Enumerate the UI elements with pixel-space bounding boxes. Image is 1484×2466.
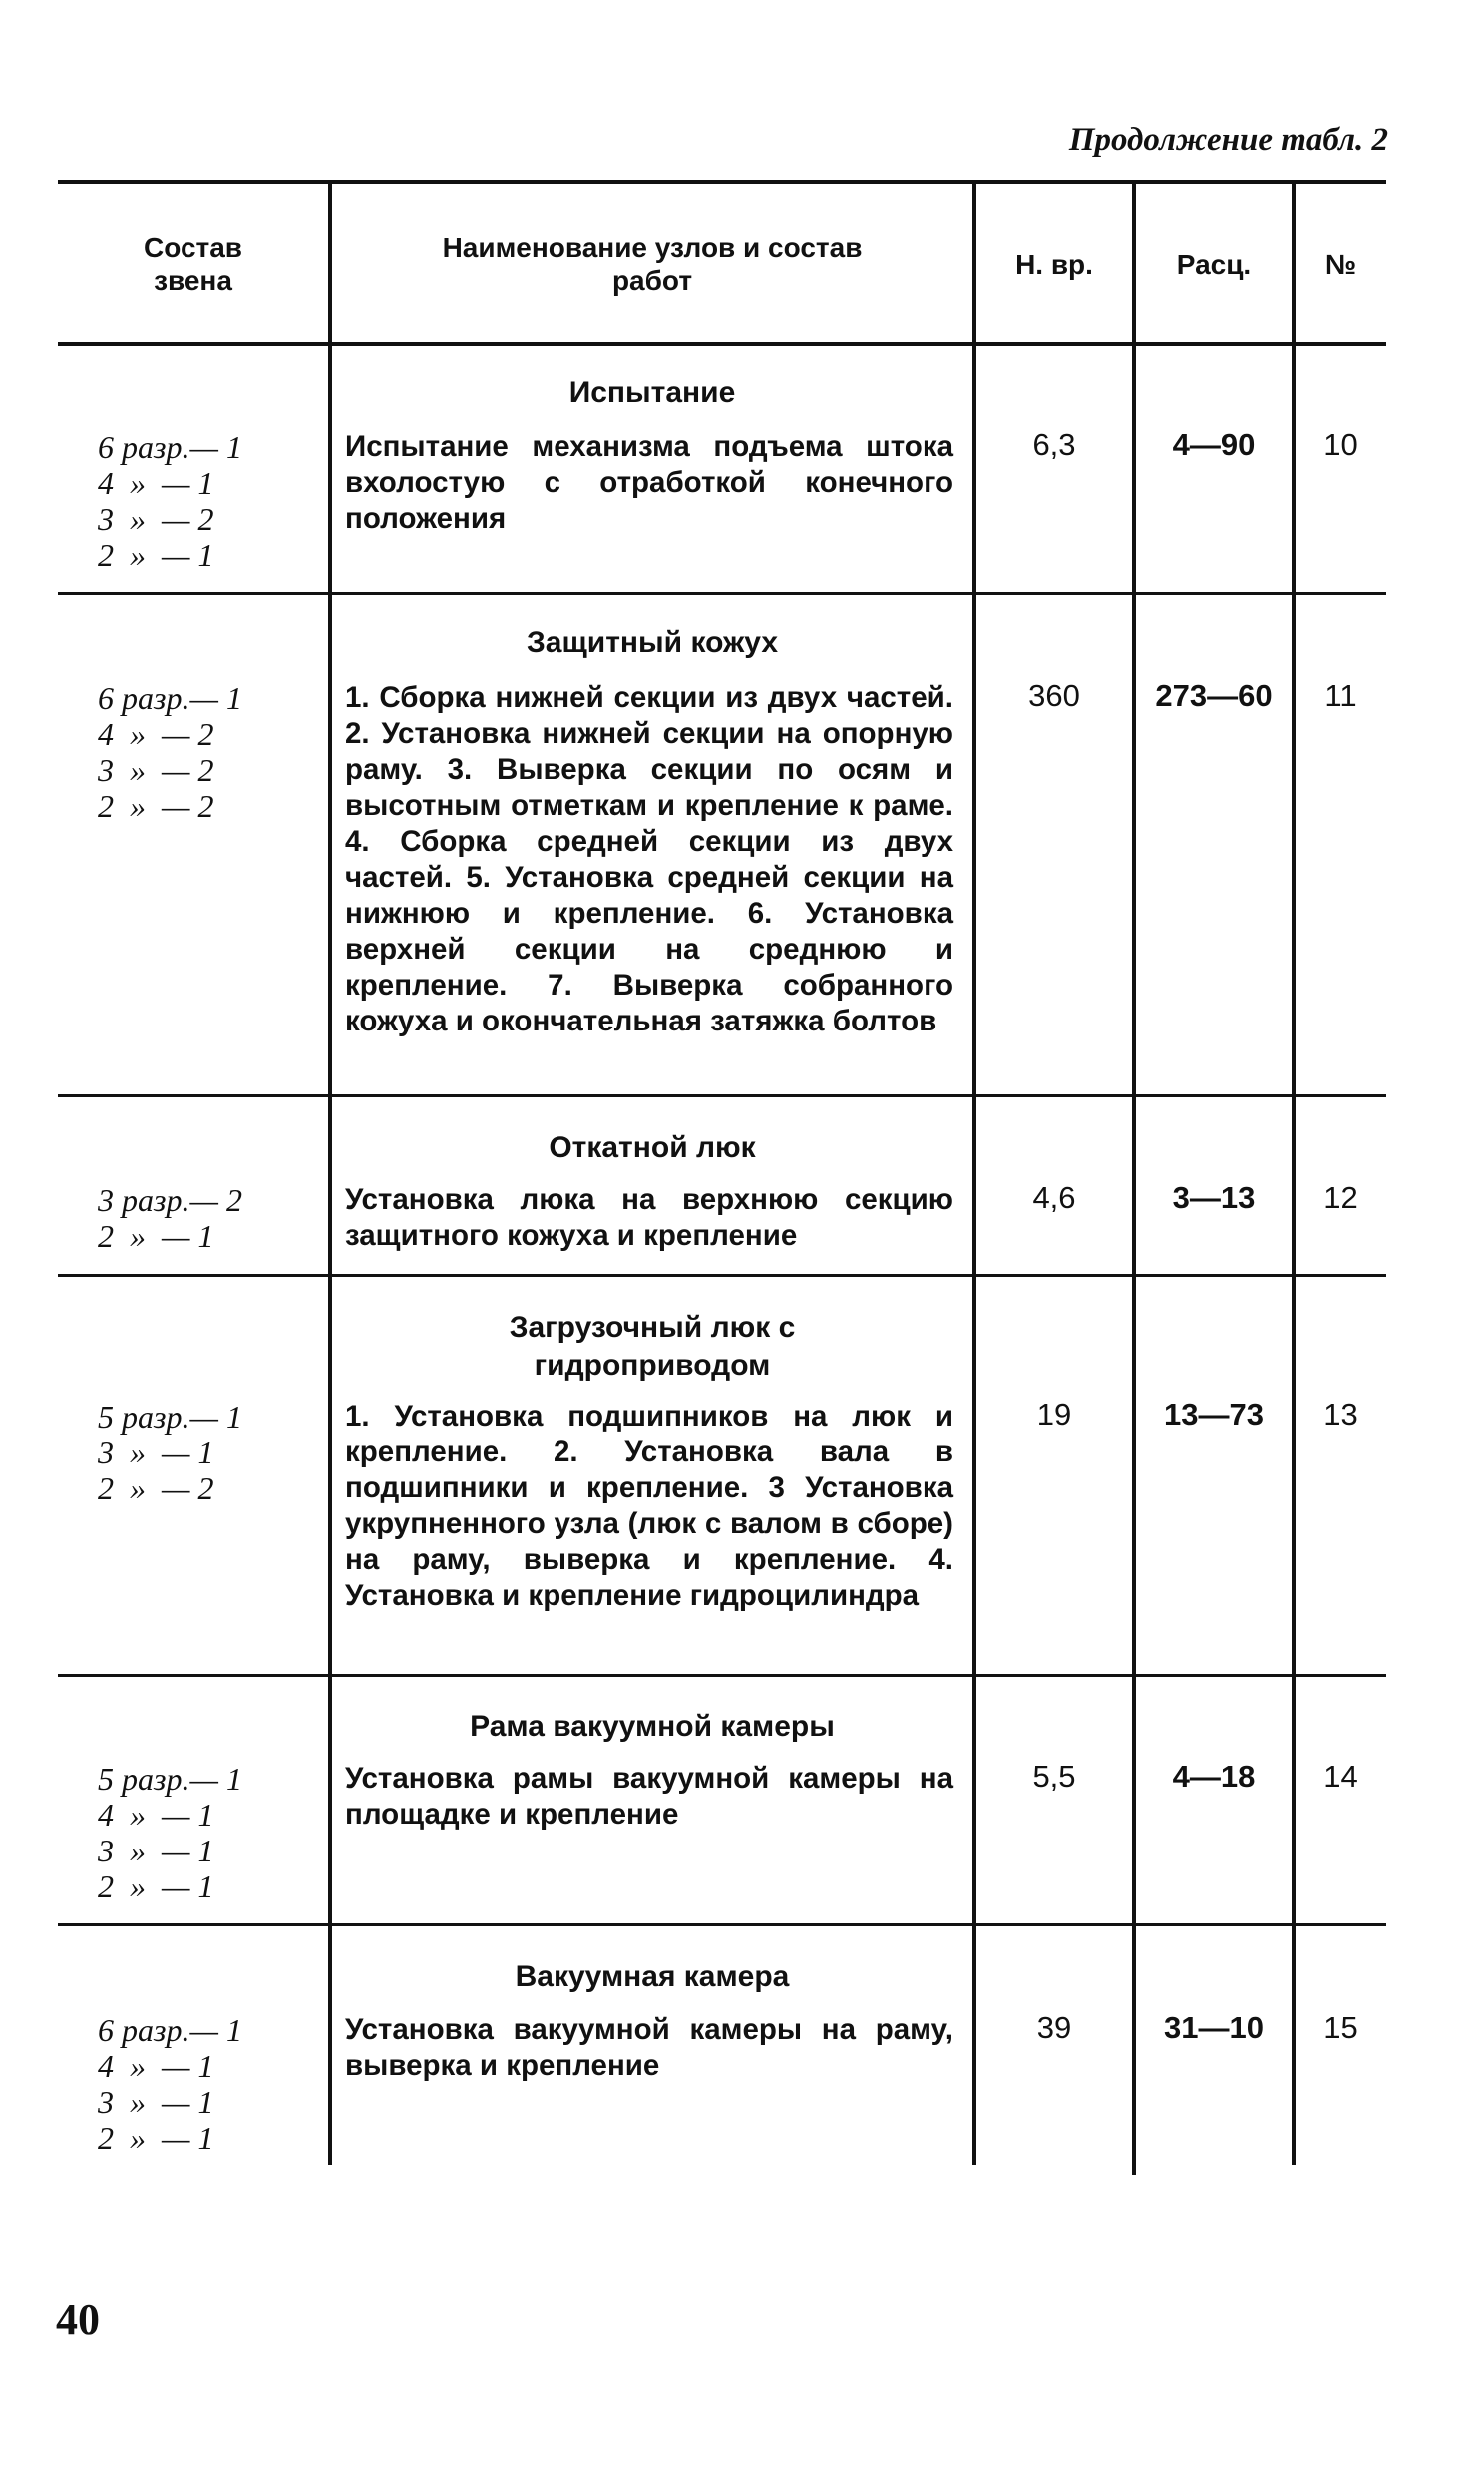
time-norm: 19: [1036, 1397, 1072, 1432]
item-number: 14: [1323, 1759, 1358, 1794]
work-description: 1. Сборка нижней секции из двух частей. 2. Установка нижней секции на опорную раму. 3. Выверка секции по осям и высотным отметкам и крепление к раме. 4. Сборка средней секции из двух частей. 5. Установка средней секции на нижнюю и крепление. 6. Установка верхней секции на среднюю и крепление. 7. Выверка собранного кожуха и окончательная затяжка болтов: [345, 681, 953, 1037]
crew-composition: 6 разр.— 1 4 » — 1 3 » — 1 2 » — 1: [98, 2012, 242, 2156]
work-description: Установка вакуумной камеры на раму, выверка и крепление: [345, 2013, 953, 2082]
crew-composition: 3 разр.— 2 2 » — 1: [98, 1182, 242, 1254]
work-description: 1. Установка подшипников на люк и крепление. 2. Установка вала в подшипники и крепление. 3 Установка укрупненного узла (люк с валом в сборе) на раму, выверка и крепление. 4. Установка и крепление гидроцилиндра: [345, 1400, 953, 1612]
section-title: Загрузочный люк с гидроприводом: [509, 1311, 796, 1382]
work-description: Испытание механизма подъема штока вхолостую с отработкой конечного положения: [345, 430, 953, 535]
header-norm: Н. вр.: [1015, 248, 1093, 280]
time-norm: 4,6: [1032, 1180, 1076, 1215]
time-norm: 360: [1028, 678, 1080, 713]
item-number: 15: [1323, 2010, 1358, 2045]
row-divider: [58, 1094, 1386, 1097]
crew-composition: 6 разр.— 1 4 » — 2 3 » — 2 2 » — 2: [98, 680, 242, 824]
page-number: 40: [56, 2295, 100, 2344]
row-divider: [58, 1674, 1386, 1677]
column-divider: [328, 180, 332, 2165]
time-norm: 6,3: [1032, 427, 1076, 462]
table-top-rule: [58, 180, 1386, 184]
section-title: Откатной люк: [549, 1131, 756, 1164]
rate-value: 3—13: [1172, 1180, 1256, 1215]
time-norm: 5,5: [1032, 1759, 1076, 1794]
section-title: Вакуумная камера: [515, 1960, 790, 1993]
header-bottom-rule: [58, 342, 1386, 346]
crew-composition: 5 разр.— 1 4 » — 1 3 » — 1 2 » — 1: [98, 1761, 242, 1904]
header-work: Наименование узлов и состав работ: [442, 232, 863, 296]
header-number: №: [1324, 248, 1357, 280]
item-number: 12: [1323, 1180, 1358, 1215]
work-description: Установка рамы вакуумной камеры на площадке и крепление: [345, 1762, 953, 1831]
row-divider: [58, 1274, 1386, 1277]
rate-value: 13—73: [1164, 1397, 1264, 1432]
table-continuation-caption: Продолжение табл. 2: [1068, 122, 1388, 158]
column-divider: [972, 180, 976, 2165]
section-title: Испытание: [568, 376, 736, 409]
rate-value: 4—18: [1172, 1759, 1256, 1794]
item-number: 11: [1324, 678, 1357, 713]
crew-composition: 6 разр.— 1 4 » — 1 3 » — 2 2 » — 1: [98, 429, 242, 573]
work-description: Установка люка на верхнюю секцию защитного кожуха и крепление: [345, 1183, 953, 1252]
header-crew: Состав звена: [143, 232, 243, 296]
item-number: 10: [1323, 427, 1358, 462]
section-title: Защитный кожух: [527, 626, 778, 659]
column-divider: [1292, 180, 1296, 2165]
header-rate: Расц.: [1176, 248, 1252, 280]
section-title: Рама вакуумной камеры: [470, 1710, 835, 1743]
crew-composition: 5 разр.— 1 3 » — 1 2 » — 2: [98, 1399, 242, 1506]
time-norm: 39: [1036, 2010, 1072, 2045]
rate-value: 4—90: [1172, 427, 1256, 462]
rate-value: 273—60: [1155, 678, 1273, 713]
column-divider: [1132, 180, 1136, 2175]
rate-value: 31—10: [1164, 2010, 1264, 2045]
item-number: 13: [1323, 1397, 1358, 1432]
row-divider: [58, 592, 1386, 595]
row-divider: [58, 1923, 1386, 1926]
